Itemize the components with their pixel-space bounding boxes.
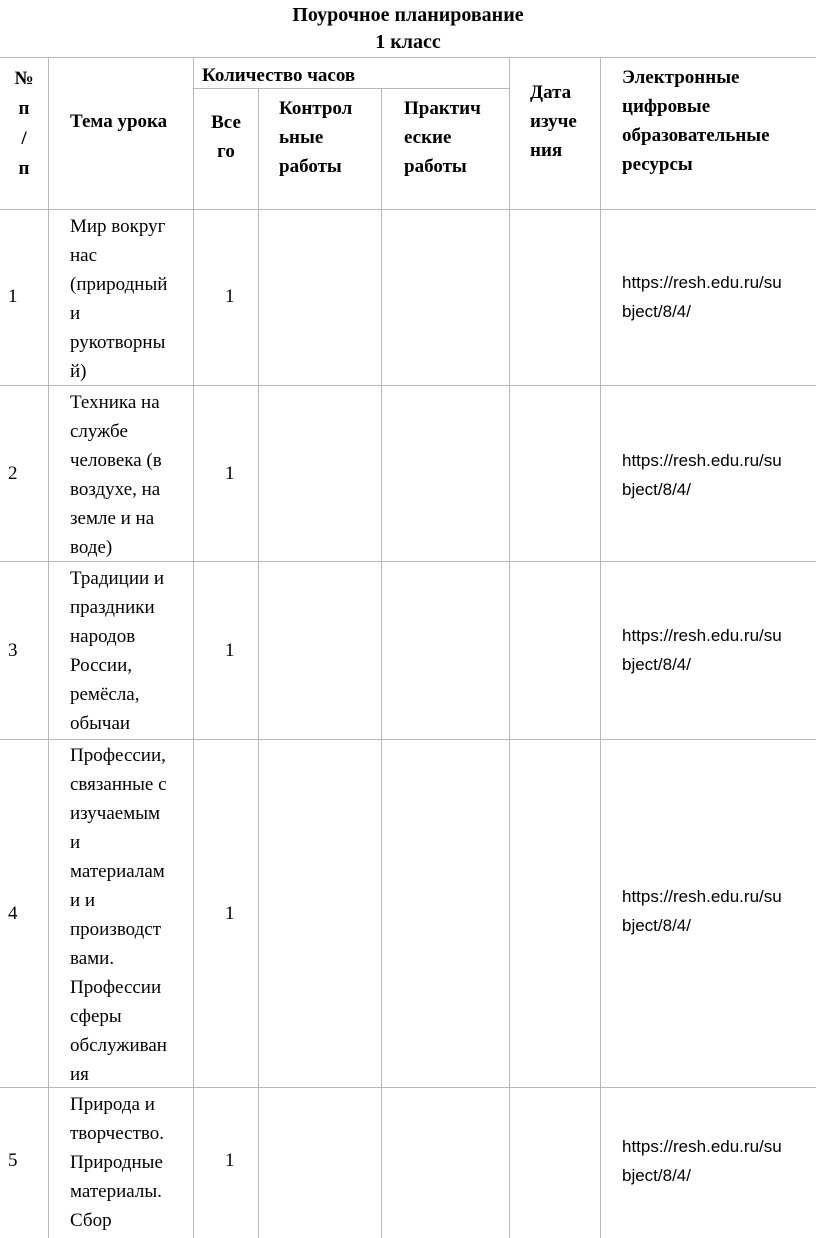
- header-control: Контрол ьные работы: [279, 98, 353, 177]
- row-total-hours: 1: [225, 286, 235, 307]
- row-number: 3: [8, 640, 18, 661]
- header-number: № п / п: [14, 68, 34, 179]
- header-total: Все го: [211, 112, 241, 162]
- row-topic: Профессии, связанные с изучаемым и материалам и и производст вами. Профессии сферы обслуживан ия: [70, 745, 167, 1085]
- row-total-hours: 1: [225, 463, 235, 484]
- row-resource-link[interactable]: https://resh.edu.ru/su bject/8/4/: [622, 273, 782, 321]
- row-resource-link[interactable]: https://resh.edu.ru/su bject/8/4/: [622, 1137, 782, 1185]
- row-divider: [0, 739, 816, 740]
- page-subtitle: 1 класс: [375, 31, 441, 53]
- header-resources: Электронные цифровые образовательные ресурсы: [622, 67, 770, 175]
- row-total-hours: 1: [225, 640, 235, 661]
- row-total-hours: 1: [225, 1150, 235, 1171]
- row-resource-link[interactable]: https://resh.edu.ru/su bject/8/4/: [622, 626, 782, 674]
- row-number: 5: [8, 1150, 18, 1171]
- column-divider: [193, 57, 194, 1238]
- row-number: 4: [8, 903, 18, 924]
- column-divider: [381, 88, 382, 1238]
- row-number: 2: [8, 463, 18, 484]
- column-divider: [600, 57, 601, 1238]
- row-topic: Мир вокруг нас (природный и рукотворны й): [70, 216, 168, 382]
- column-divider: [258, 88, 259, 1238]
- page-title: Поурочное планирование: [292, 4, 524, 26]
- row-number: 1: [8, 286, 18, 307]
- row-resource-link[interactable]: https://resh.edu.ru/su bject/8/4/: [622, 887, 782, 935]
- column-divider: [509, 57, 510, 1238]
- column-divider: [48, 57, 49, 1238]
- header-date: Дата изуче ния: [530, 82, 577, 161]
- header-hours: Количество часов: [202, 65, 356, 86]
- header-bottom-border: [0, 209, 816, 210]
- table-border-top: [0, 57, 816, 58]
- row-total-hours: 1: [225, 903, 235, 924]
- header-practical: Практич еские работы: [404, 98, 481, 177]
- row-topic: Техника на службе человека (в воздухе, на земле и на воде): [70, 392, 162, 558]
- row-resource-link[interactable]: https://resh.edu.ru/su bject/8/4/: [622, 451, 782, 499]
- row-topic: Природа и творчество. Природные материалы. Сбор: [70, 1094, 164, 1231]
- row-topic: Традиции и праздники народов России, ремёсла, обычаи: [70, 568, 165, 734]
- header-topic: Тема урока: [70, 111, 168, 132]
